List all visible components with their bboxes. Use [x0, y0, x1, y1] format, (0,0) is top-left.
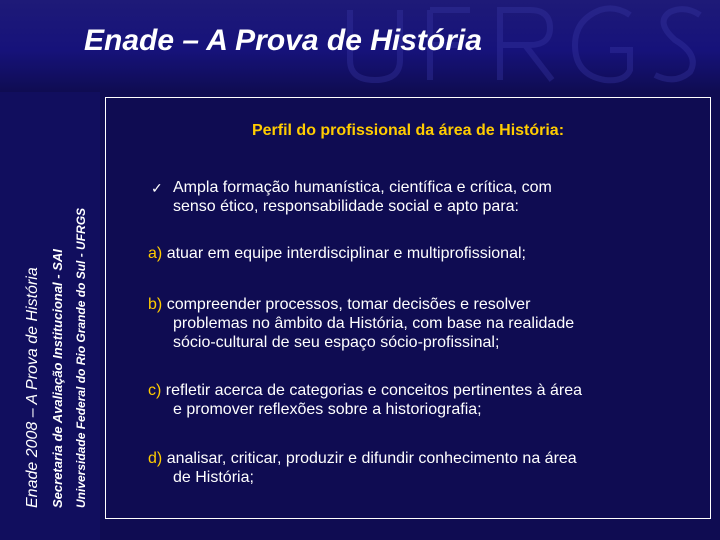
- checkmark-icon: ✓: [151, 180, 163, 196]
- list-item-line: refletir acerca de categorias e conceitos pertinentes à área: [165, 382, 583, 399]
- list-item-line: compreender processos, tomar decisões e resolver: [166, 296, 531, 313]
- slide-title: Enade – A Prova de História: [84, 24, 482, 57]
- check-item-line-1: Ampla formação humanística, científica e crítica, com: [173, 179, 552, 196]
- list-item-prefix: d): [148, 450, 163, 467]
- list-item-prefix: b): [148, 296, 163, 313]
- list-item-prefix: c): [148, 382, 162, 399]
- content-panel: [105, 97, 711, 519]
- side-caption-ufrgs: Universidade Federal do Rio Grande do Sul - UFRGS: [74, 207, 88, 508]
- list-item-c-line-2: e promover reflexões sobre a historiografia;: [173, 401, 482, 418]
- section-subtitle: Perfil do profissional da área de História:: [251, 122, 565, 139]
- list-item-b: [148, 295, 530, 314]
- list-item-line: atuar em equipe interdisciplinar e multiprofissional;: [166, 245, 526, 262]
- header-band: [0, 0, 720, 92]
- check-item-line-2: senso ético, responsabilidade social e apto para:: [173, 198, 519, 215]
- list-item-line: analisar, criticar, produzir e difundir conhecimento na área: [166, 450, 577, 467]
- list-item-c: [148, 381, 582, 400]
- list-item-b-line-2: problemas no âmbito da História, com base na realidade: [173, 315, 575, 332]
- list-item-d-line-2: de História;: [173, 469, 254, 486]
- list-item-prefix: a): [148, 245, 163, 262]
- side-caption-enade: Enade 2008 – A Prova de História: [24, 267, 41, 508]
- list-item-d: [148, 449, 577, 468]
- list-item-b-line-3: sócio-cultural de seu espaço sócio-profissinal;: [173, 334, 500, 351]
- side-caption-sai: Secretaria de Avaliação Institucional - SAI: [50, 249, 65, 508]
- list-item-a: [148, 244, 526, 263]
